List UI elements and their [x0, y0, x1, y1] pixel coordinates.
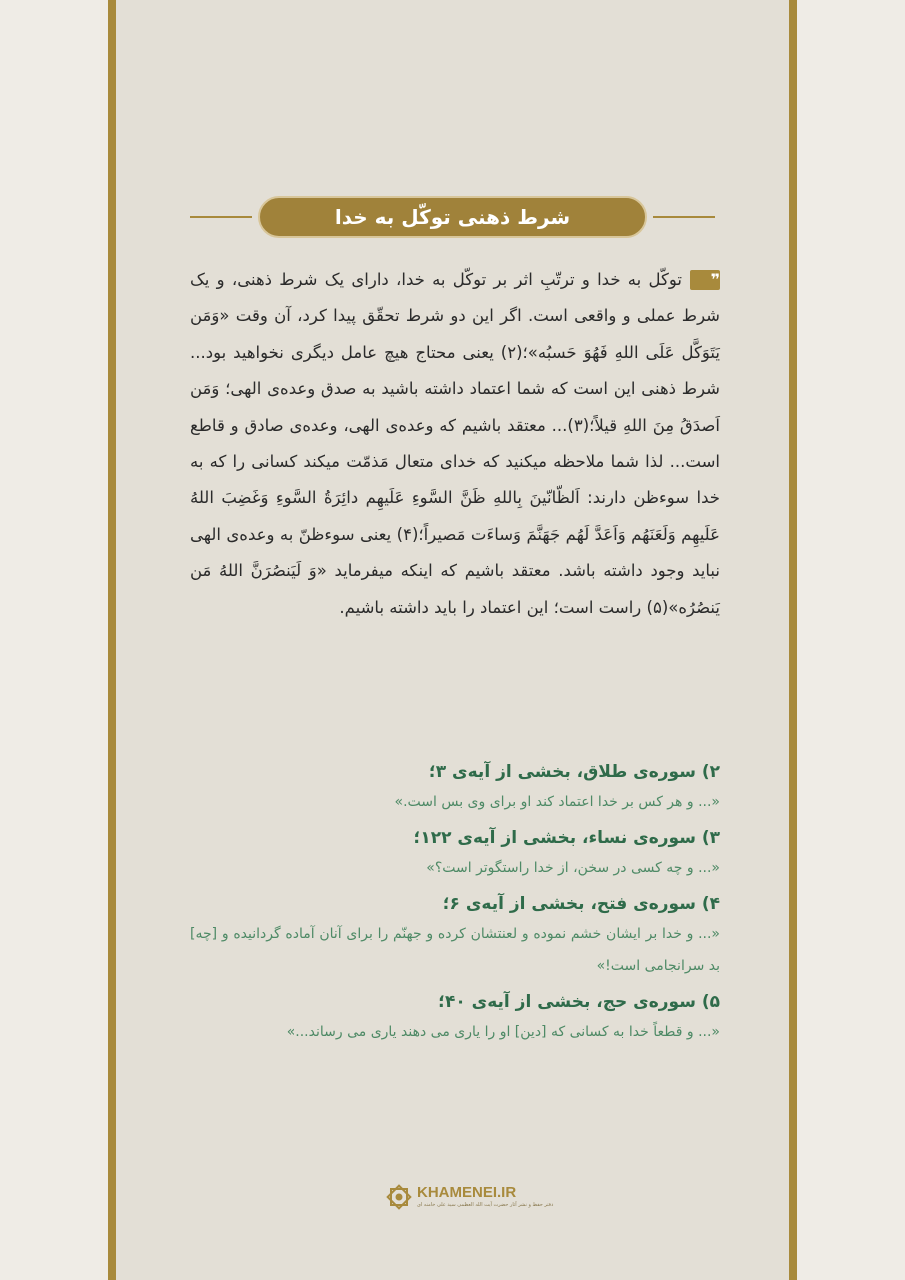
right-gold-border	[789, 0, 797, 1280]
footnote-title: ۴) سوره‌ی فتح، بخشی از آیه‌ی ۶؛	[442, 894, 720, 914]
footnote-2	[190, 758, 720, 818]
footnote-text: «... و چه کسی در سخن، از خدا راستگوتر است؟»	[426, 860, 720, 876]
quote-icon: ❞	[690, 270, 720, 290]
logo-subtitle: دفتر حفظ و نشر آثار حضرت آیت الله العظمی سید علی خامنه ای	[417, 1202, 554, 1208]
footnote-text: «... و خدا بر ایشان خشم نموده و لعنتشان کرده و جهنّم را برای آنان آماده گردانیده و [چه] بد سرانجامی است!»	[190, 926, 720, 974]
emblem-icon	[385, 1182, 413, 1212]
footnote-3	[190, 824, 720, 884]
body-paragraph	[190, 262, 720, 626]
footnote-4	[190, 890, 720, 982]
logo-text	[417, 1185, 553, 1209]
page-title: شرط ذهنی توکّل به خدا	[258, 196, 647, 238]
footnote-5	[190, 988, 720, 1048]
title-banner	[190, 196, 715, 238]
title-right-rule	[653, 216, 715, 218]
footnote-title: ۲) سوره‌ی طلاق، بخشی از آیه‌ی ۳؛	[428, 762, 720, 782]
paper-panel	[116, 0, 789, 1280]
footnote-text: «... و قطعاً خدا به کسانی که [دین] او را یاری می دهند یاری می رساند...»	[286, 1024, 720, 1040]
footnote-title: ۳) سوره‌ی نساء، بخشی از آیه‌ی ۱۲۲؛	[413, 828, 720, 848]
khamenei-logo	[385, 1180, 554, 1214]
left-gold-border	[108, 0, 116, 1280]
footnote-text: «... و هر کس بر خدا اعتماد کند او برای وی بس است.»	[394, 794, 720, 810]
logo-name: KHAMENEI.IR	[417, 1184, 517, 1201]
body-text: توکّل به خدا و ترتّبِ اثر بر توکّل به خدا، دارای یک شرط ذهنی، و یک شرط عملی و واقعی است. اگر این دو شرط تحقّق پیدا کرد، آن وقت «وَمَن یَتَوَکَّل عَلَی اللهِ فَهُوَ حَسبُه»؛(۲) یعنی محتاج هیچ عامل دیگری نخواهید بود... شرط ذهنی این است که شما اعتماد داشته باشید به صدق وعده‌ی الهی؛ وَمَن اَصدَقُ مِنَ اللهِ قیلاً؛(۳)... معتقد باشیم که وعده‌ی الهی، وعده‌ی صادق و قاطع است... لذا شما ملاحظه میکنید که خدای متعال مَذمّت میکند کسانی را که به خدا سوءظن دارند: اَلظّانّینَ بِاللهِ ظَنَّ السَّوءِ عَلَیهِم دائِرَةُ السَّوءِ وَغَضِبَ اللهُ عَلَیهِم وَلَعَنَهُم وَاَعَدَّ لَهُم جَهَنَّمَ وَساءَت مَصیراً؛(۴) یعنی سوءظنّ به وعده‌ی الهی نباید وجود داشته باشد. معتقد باشیم که اینکه میفرماید «وَ لَیَنصُرَنَّ اللهُ مَن یَنصُرُه»(۵) راست است؛ این اعتماد را باید داشته باشیم.	[190, 270, 720, 617]
title-left-rule	[190, 216, 252, 218]
footnotes	[190, 752, 720, 1048]
footnote-title: ۵) سوره‌ی حج، بخشی از آیه‌ی ۴۰؛	[438, 992, 720, 1012]
